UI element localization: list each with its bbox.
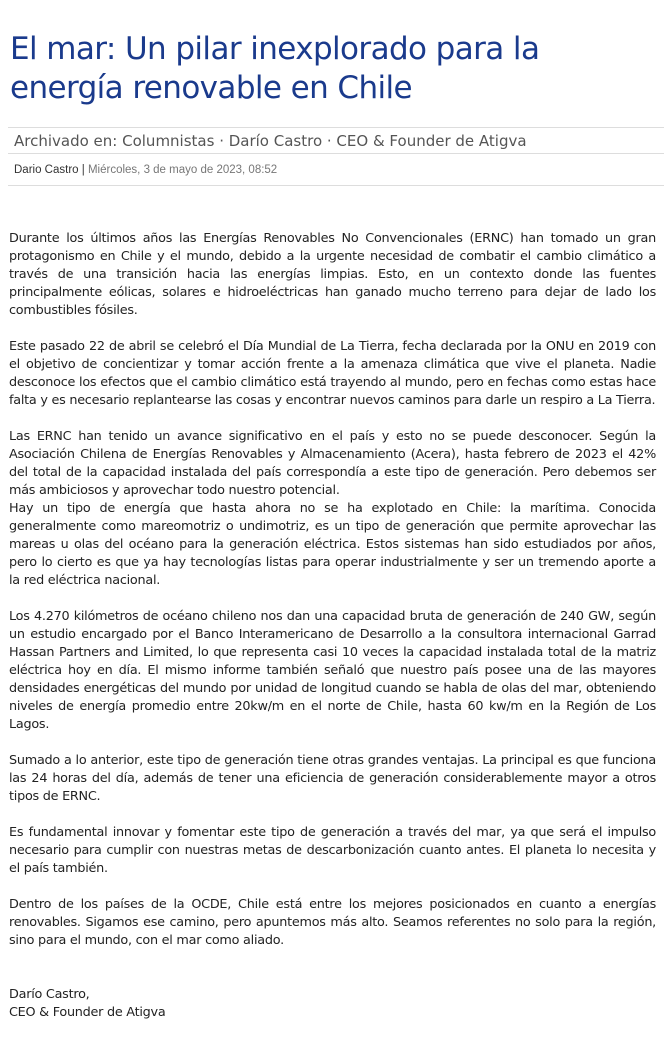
archive-line[interactable]: Archivado en: Columnistas · Darío Castro · CEO & Founder de Atigva [8,127,664,154]
article-body [9,230,656,968]
paragraph: Es fundamental innovar y fomentar este tipo de generación a través del mar, ya que será el impulso necesario para cumplir con nuestras metas de descarbonización cuanto antes. El planeta lo necesita y el país también. [9,825,656,876]
article-title: El mar: Un pilar inexplorado para la energía renovable en Chile [10,31,540,106]
signoff [9,986,165,1022]
paragraph: Sumado a lo anterior, este tipo de generación tiene otras grandes ventajas. La principal es que funciona las 24 horas del día, además de tener una eficiencia de generación considerablemente mayor a otros tipos de ERNC. [9,753,656,804]
paragraph: Dentro de los países de la OCDE, Chile está entre los mejores posicionados en cuanto a energías renovables. Sigamos ese camino, pero apuntemos más alto. Seamos referentes no solo para la región, sino para el mundo, con el mar como aliado. [9,897,656,948]
publish-date: Miércoles, 3 de mayo de 2023, 08:52 [87,164,278,176]
signoff-role: CEO & Founder de Atigva [9,1005,166,1020]
byline [8,155,664,186]
byline-separator: | [81,164,85,176]
paragraph: Los 4.270 kilómetros de océano chileno nos dan una capacidad bruta de generación de 240 GW, según un estudio encargado por el Banco Interamericano de Desarrollo a la consultora internacional Garrad Hassan Partners and Limited, lo que representa casi 10 veces la capacidad instalada total de la matriz eléctrica hoy en día. El mismo informe también señaló que nuestro país posee una de las mayores densidades energéticas del mundo por unidad de longitud cuando se habla de olas del mar, obteniendo niveles de energía promedio entre 20kw/m en el norte de Chile, hasta 60 kw/m en la Región de Los Lagos. [9,609,656,732]
paragraph: Las ERNC han tenido un avance significativo en el país y esto no se puede desconocer. Según la Asociación Chilena de Energías Renovables y Almacenamiento (Acera), hasta febrero de 2023 el 42% del total de la capacidad instalada del país correspondía a este tipo de generación. Pero debemos ser más ambiciosos y aprovechar todo nuestro potencial. [9,429,656,498]
author-name[interactable]: Dario Castro [14,164,79,176]
paragraph: Hay un tipo de energía que hasta ahora no se ha explotado en Chile: la marítima. Conocida generalmente como mareomotriz o undimotriz, es un tipo de generación que permite aprovechar las mareas u olas del océano para la generación eléctrica. Estos sistemas han sido estudiados por años, pero lo cierto es que ya hay tecnologías listas para operar industrialmente y ser un tremendo aporte a la red eléctrica nacional. [9,501,656,588]
paragraph: Durante los últimos años las Energías Renovables No Convencionales (ERNC) han tomado un gran protagonismo en Chile y el mundo, debido a la urgente necesidad de combatir el cambio climático a través de una transición hacia las energías limpias. Esto, en un contexto donde las fuentes principalmente eólicas, solares e hidroeléctricas han ganado mucho terreno para dejar de lado los combustibles fósiles. [9,231,656,318]
signoff-name: Darío Castro, [9,987,90,1002]
paragraph: Este pasado 22 de abril se celebró el Día Mundial de La Tierra, fecha declarada por la ONU en 2019 con el objetivo de concientizar y tomar acción frente a la amenaza climática que vive el planeta. Nadie desconoce los efectos que el cambio climático está trayendo al mundo, pero en fechas como estas hace falta y es necesario replantearse las cosas y encontrar nuevos caminos para darle un respiro a La Tierra. [9,339,656,408]
